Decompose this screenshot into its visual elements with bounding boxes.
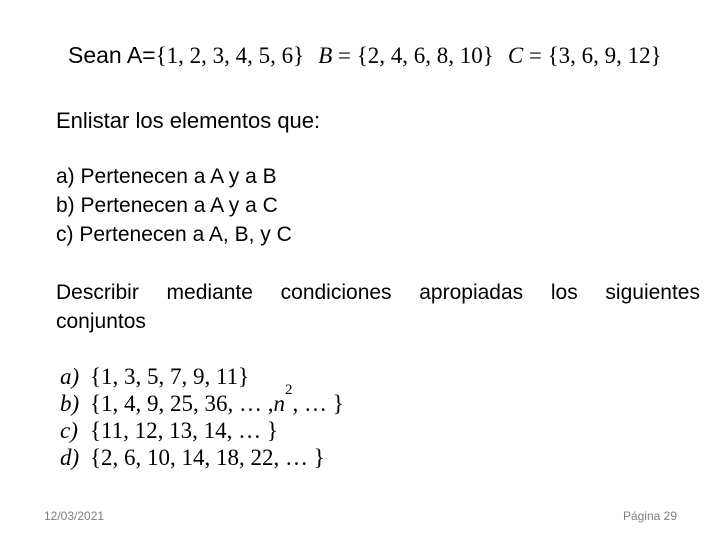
instruction-title: Enlistar los elementos que: (56, 108, 321, 133)
set-item-letter: c) (60, 418, 78, 443)
sets-intro-label: Sean A= (68, 42, 156, 68)
set-item-letter: d) (60, 445, 80, 470)
set-b-elements: = {2, 4, 6, 8, 10} (338, 43, 494, 68)
set-item (60, 363, 344, 390)
list-item: a) Pertenecen a A y a B (56, 165, 277, 188)
set-item-content: {1, 4, 9, 25, 36, … , (90, 391, 274, 416)
set-item-content: {1, 3, 5, 7, 9, 11} (90, 364, 250, 389)
list-item: b) Pertenecen a A y a C (56, 194, 278, 217)
set-c-label: C (507, 43, 524, 68)
set-item (60, 382, 344, 417)
intersection-list (56, 162, 292, 249)
set-item-letter: b) (60, 391, 80, 416)
set-item (60, 417, 344, 444)
footer-date: 12/03/2021 (44, 509, 105, 523)
set-item-content: {11, 12, 13, 14, … } (90, 418, 278, 443)
set-a-elements: {1, 2, 3, 4, 5, 6} (155, 43, 305, 68)
footer-page-number: Página 29 (622, 509, 677, 523)
set-item-exponent: 2 (285, 382, 293, 398)
set-c-elements: = {3, 6, 9, 12} (528, 43, 662, 68)
set-b-label: B (318, 43, 333, 68)
describe-instruction: Describir mediante condiciones apropiadas los siguientes conjuntos (56, 281, 700, 333)
set-item (60, 444, 344, 471)
set-item-tail: , … } (292, 391, 344, 416)
set-items-list (60, 363, 344, 471)
set-item-variable: n (273, 391, 286, 416)
sets-definition-line (68, 38, 662, 73)
set-item-letter: a) (60, 364, 80, 389)
set-item-content: {2, 6, 10, 14, 18, 22, … } (90, 445, 325, 470)
list-item: c) Pertenecen a A, B, y C (56, 223, 292, 246)
